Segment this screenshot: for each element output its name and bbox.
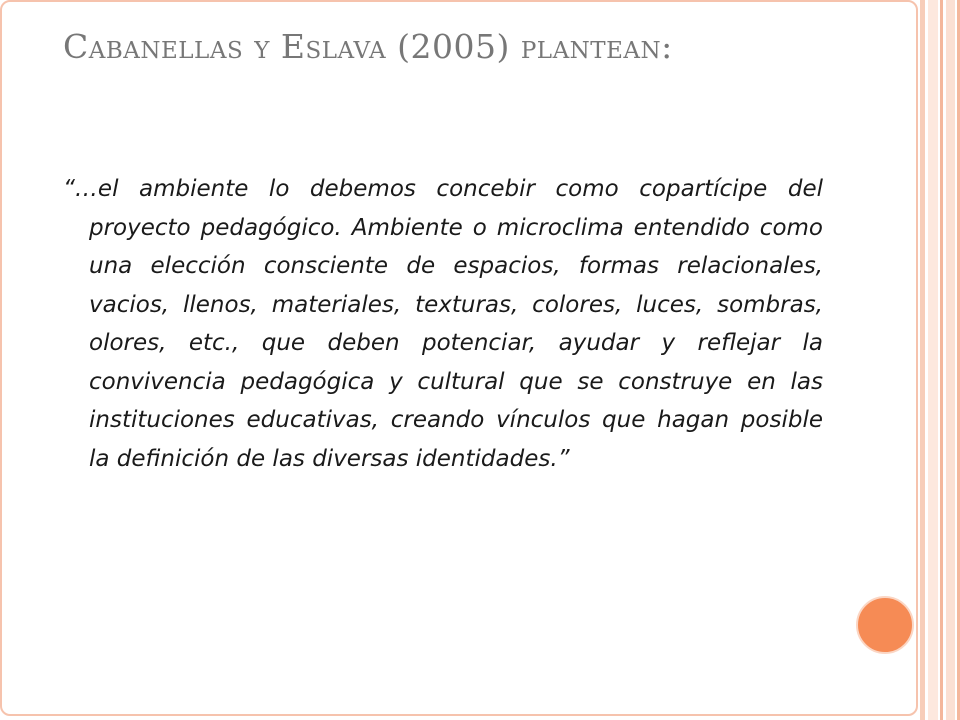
orange-circle-decoration <box>856 596 914 654</box>
quote-text: “…el ambiente lo debemos concebir como copartícipe del proyecto pedagógico. Ambiente o microclima entendido como una elección consciente de espacios, formas relacionales, vacios, llenos, materiales, texturas, colores, luces, sombras, olores, etc., que deben potenciar, ayudar y reflejar la convivencia pedagógica y cultural que se construye en las instituciones educativas, creando vínculos que hagan posible la definición de las diversas identidades.” <box>63 176 823 472</box>
slide-title: Cabanellas y Eslava (2005) plantean: <box>63 27 673 66</box>
stripe <box>920 0 925 720</box>
stripe <box>946 0 955 720</box>
stripe <box>940 0 943 720</box>
stripe <box>928 0 938 720</box>
decorative-stripes <box>920 0 960 720</box>
